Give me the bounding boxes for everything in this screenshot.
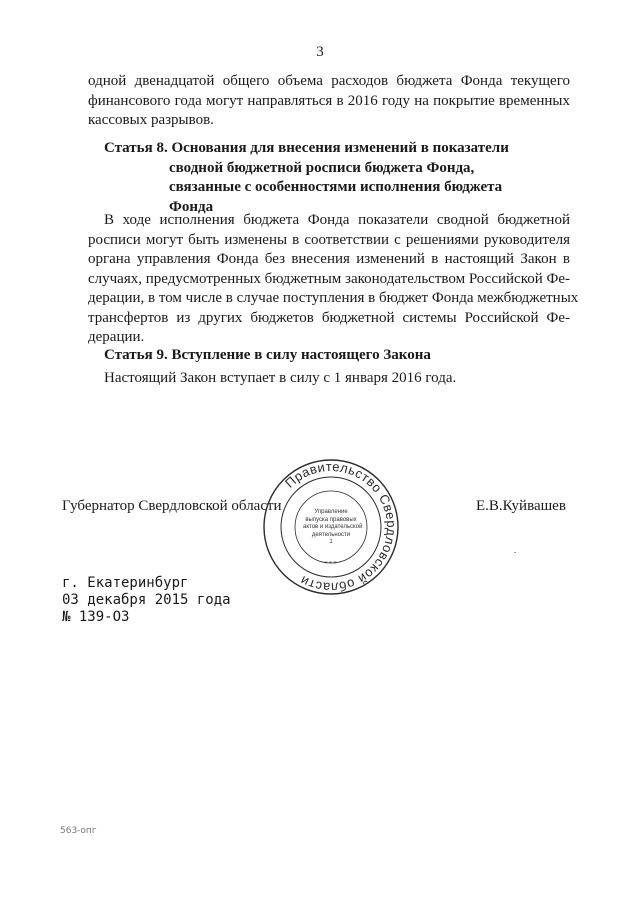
article-8-heading	[104, 139, 509, 217]
law-number: № 139-ОЗ	[62, 609, 130, 625]
svg-text:Правительство Свердловской обл: Правительство Свердловской области	[282, 458, 400, 596]
seal-line: выпуска правовых	[305, 516, 357, 523]
intro-paragraph	[88, 72, 570, 131]
article-9-heading	[104, 346, 431, 366]
text-line: финансового года могут направляться в 2016 году на покрытие временных	[88, 92, 570, 109]
article-9-body	[88, 369, 570, 389]
date: 03 декабря 2015 года	[62, 592, 231, 608]
text-line: органа управления Фонда без внесения изменений в настоящий Закон в	[88, 251, 570, 267]
text-line: дерации, в том числе в случае поступления в бюджет Фонда межбюджетных	[88, 290, 579, 306]
seal-line: Управление	[314, 509, 348, 515]
page-number: 3	[316, 44, 324, 60]
article-8-body	[88, 211, 579, 348]
text-line: кассовых разрывов.	[88, 112, 214, 128]
document-details	[62, 575, 231, 626]
text-line: Настоящий Закон вступает в силу с 1 января 2016 года.	[104, 370, 457, 386]
text-line: дерации.	[88, 329, 145, 345]
heading-line: Статья 9. Вступление в силу настоящего Закона	[104, 347, 431, 363]
seal-inner-text	[303, 509, 363, 547]
scan-speck	[514, 552, 516, 553]
text-line: случаях, предусмотренных бюджетным законодательством Российской Фе-	[88, 270, 570, 287]
seal-line: деятельности	[311, 531, 351, 538]
city: г. Екатеринбург	[62, 575, 189, 591]
heading-line: сводной бюджетной росписи бюджета Фонда,	[169, 159, 475, 176]
text-line: одной двенадцатой общего объема расходов бюджета Фонда текущего	[88, 73, 570, 89]
text-line: трансфертов из других бюджетов бюджетной системы Российской Фе-	[88, 309, 570, 326]
heading-line: Фонда	[169, 198, 214, 215]
heading-line: Статья 8. Основания для внесения изменений в показатели	[104, 140, 509, 156]
signer-position: Губернатор Свердловской области	[62, 498, 282, 514]
heading-line: связанные с особенностями исполнения бюджета	[169, 179, 503, 195]
text-line: росписи могут быть изменены в соответствии с решениями руководителя	[88, 231, 570, 248]
seal-stars: ***	[324, 560, 338, 568]
seal-line: 1	[329, 539, 333, 545]
seal-line: актов и издательской	[303, 524, 363, 530]
signer-name: Е.В.Куйвашев	[476, 498, 566, 514]
text-line: В ходе исполнения бюджета Фонда показатели сводной бюджетной	[104, 212, 570, 228]
footer-code: 563-опг	[60, 826, 97, 836]
